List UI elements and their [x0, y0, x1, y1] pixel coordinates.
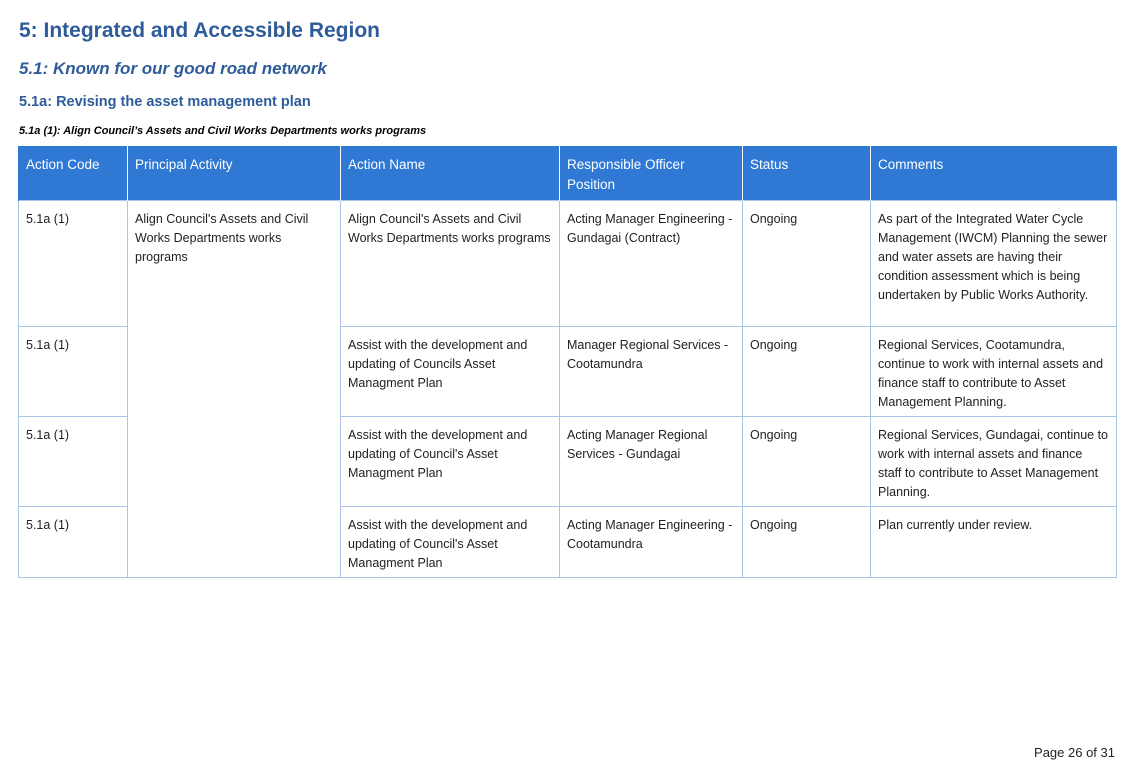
header-principal-activity: Principal Activity	[128, 146, 341, 201]
cell-action-code: 5.1a (1)	[19, 201, 128, 327]
page-number: Page 26 of 31	[1034, 745, 1115, 760]
cell-officer: Manager Regional Services - Cootamundra	[560, 327, 743, 417]
cell-officer: Acting Manager Engineering - Gundagai (Contract)	[560, 201, 743, 327]
cell-action-name: Align Council's Assets and Civil Works Departments works programs	[341, 201, 560, 327]
table-row	[19, 201, 1117, 327]
actions-table	[18, 146, 1117, 578]
cell-action-name: Assist with the development and updating of Councils Asset Managment Plan	[341, 327, 560, 417]
cell-action-code: 5.1a (1)	[19, 417, 128, 507]
cell-status: Ongoing	[743, 417, 871, 507]
cell-officer: Acting Manager Regional Services - Gundagai	[560, 417, 743, 507]
header-responsible-officer: Responsible Officer Position	[560, 146, 743, 201]
cell-action-code: 5.1a (1)	[19, 327, 128, 417]
cell-comments: Regional Services, Cootamundra, continue to work with internal assets and finance staff to contribute to Asset Management Planning.	[871, 327, 1117, 417]
strategy-heading: 5.1a: Revising the asset management plan	[19, 94, 311, 110]
action-heading: 5.1a (1): Align Council’s Assets and Civil Works Departments works programs	[19, 125, 427, 137]
cell-status: Ongoing	[743, 201, 871, 327]
cell-status: Ongoing	[743, 507, 871, 578]
cell-action-name: Assist with the development and updating of Council's Asset Managment Plan	[341, 417, 560, 507]
header-status: Status	[743, 146, 871, 201]
header-action-code: Action Code	[19, 146, 128, 201]
cell-principal-activity: Align Council's Assets and Civil Works Departments works programs	[128, 201, 341, 578]
cell-status: Ongoing	[743, 327, 871, 417]
header-comments: Comments	[871, 146, 1117, 201]
cell-comments: Regional Services, Gundagai, continue to work with internal assets and finance staff to contribute to Asset Management Planning.	[871, 417, 1117, 507]
cell-comments: Plan currently under review.	[871, 507, 1117, 578]
cell-action-code: 5.1a (1)	[19, 507, 128, 578]
header-action-name: Action Name	[341, 146, 560, 201]
section-heading: 5: Integrated and Accessible Region	[19, 19, 380, 42]
cell-action-name: Assist with the development and updating of Council's Asset Managment Plan	[341, 507, 560, 578]
table-header-row	[19, 146, 1117, 201]
cell-comments: As part of the Integrated Water Cycle Management (IWCM) Planning the sewer and water assets are having their condition assessment which is being undertaken by Public Works Authority.	[871, 201, 1117, 327]
cell-officer: Acting Manager Engineering - Cootamundra	[560, 507, 743, 578]
subsection-heading: 5.1: Known for our good road network	[19, 59, 327, 78]
